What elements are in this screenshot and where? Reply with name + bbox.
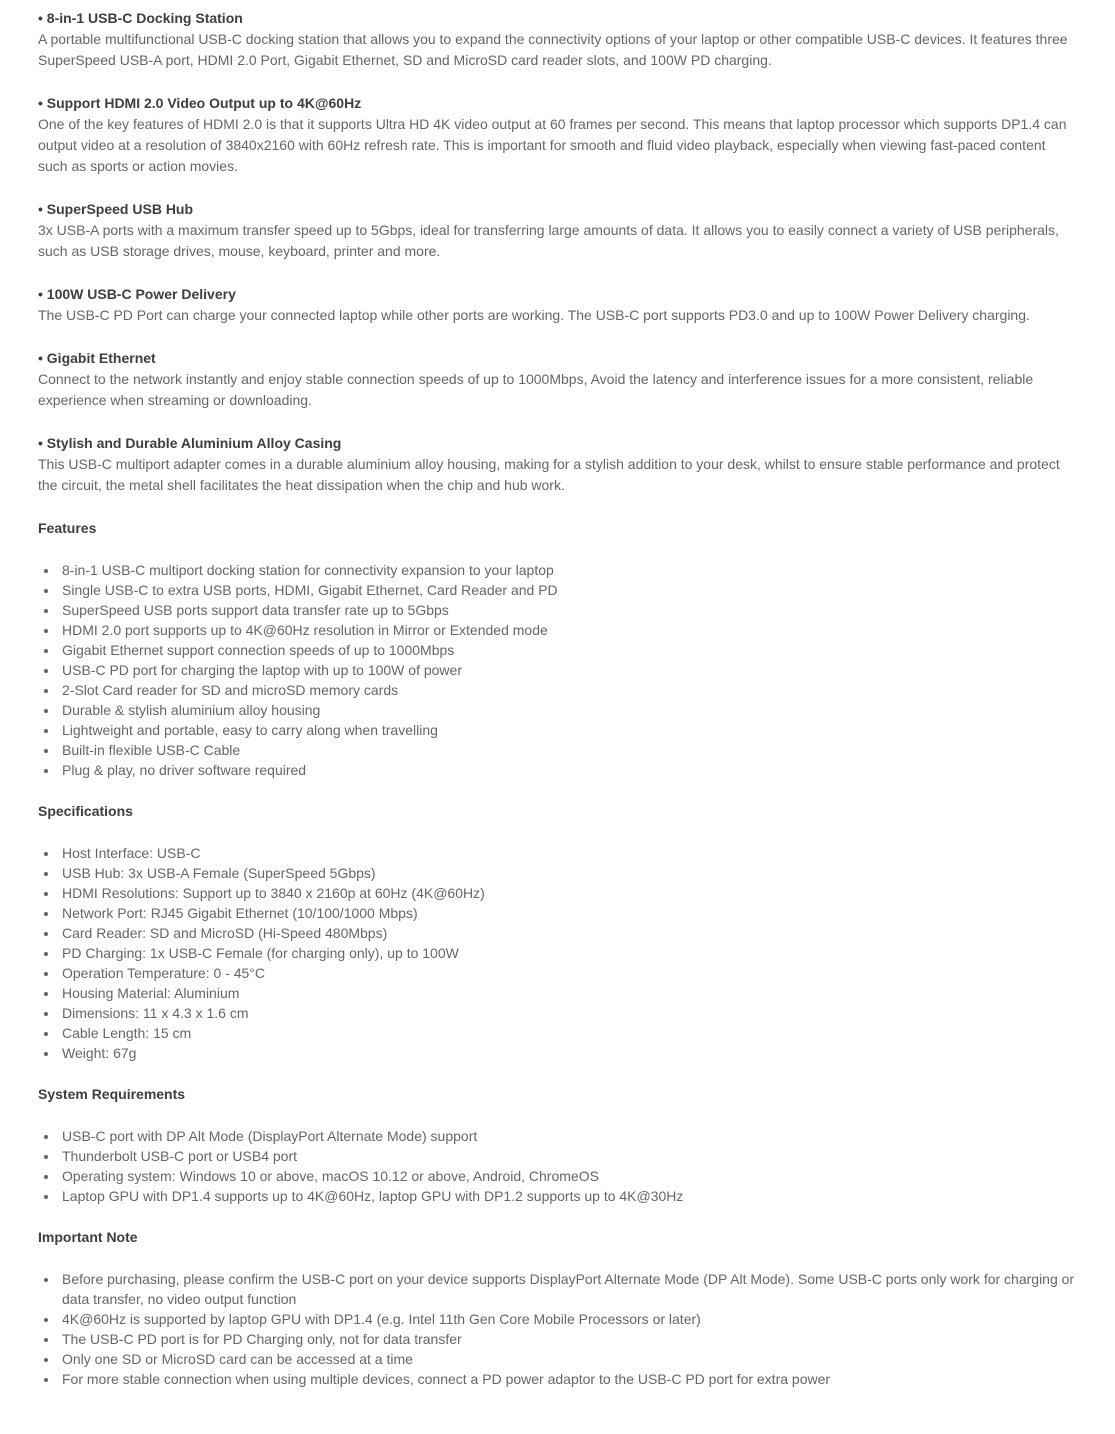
highlight-block — [38, 199, 1078, 262]
highlight-body: Connect to the network instantly and enjoy stable connection speeds of up to 1000Mbps, Avoid the latency and interference issues for a more consistent, reliable experience when streaming or downloading. — [38, 371, 1034, 408]
features-section — [38, 518, 1078, 780]
specifications-heading: Specifications — [38, 803, 133, 819]
list-item: • Built-in flexible USB-C Cable — [59, 740, 1078, 760]
list-item: • Before purchasing, please confirm the USB-C port on your device supports DisplayPort Alternate Mode (DP Alt Mode). Some USB-C ports only work for charging or data transfer, no video output function — [59, 1269, 1078, 1309]
highlight-block — [38, 8, 1078, 71]
list-item: • Laptop GPU with DP1.4 supports up to 4K@60Hz, laptop GPU with DP1.2 supports up to 4K@30Hz — [59, 1186, 1078, 1206]
important-note-heading: Important Note — [38, 1229, 138, 1245]
specifications-list — [38, 843, 1078, 1063]
highlight-title: • 8-in-1 USB-C Docking Station — [38, 10, 243, 26]
highlight-block — [38, 348, 1078, 411]
list-item: • Operation Temperature: 0 - 45°C — [59, 963, 1078, 983]
list-item: • USB Hub: 3x USB-A Female (SuperSpeed 5Gbps) — [59, 863, 1078, 883]
list-item: • The USB-C PD port is for PD Charging only, not for data transfer — [59, 1329, 1078, 1349]
highlight-title: • Support HDMI 2.0 Video Output up to 4K@60Hz — [38, 95, 362, 111]
list-item: • Dimensions: 11 x 4.3 x 1.6 cm — [59, 1003, 1078, 1023]
list-item: • Only one SD or MicroSD card can be accessed at a time — [59, 1349, 1078, 1369]
list-item: • Single USB-C to extra USB ports, HDMI, Gigabit Ethernet, Card Reader and PD — [59, 580, 1078, 600]
list-item: • Card Reader: SD and MicroSD (Hi-Speed 480Mbps) — [59, 923, 1078, 943]
product-highlights — [38, 8, 1078, 496]
highlight-title: • 100W USB-C Power Delivery — [38, 286, 236, 302]
list-item: • SuperSpeed USB ports support data transfer rate up to 5Gbps — [59, 600, 1078, 620]
highlight-title: • Gigabit Ethernet — [38, 350, 156, 366]
highlight-body: One of the key features of HDMI 2.0 is that it supports Ultra HD 4K video output at 60 frames per second. This means that laptop processor which supports DP1.4 can output video at a resolution of 3840x2160 with 60Hz refresh rate. This is important for smooth and fluid video playback, especially when viewing fast-paced content such as sports or action movies. — [38, 116, 1067, 174]
list-item: • HDMI Resolutions: Support up to 3840 x 2160p at 60Hz (4K@60Hz) — [59, 883, 1078, 903]
list-item: • Gigabit Ethernet support connection speeds of up to 1000Mbps — [59, 640, 1078, 660]
highlight-block — [38, 93, 1078, 177]
features-list — [38, 560, 1078, 780]
highlight-body: 3x USB-A ports with a maximum transfer speed up to 5Gbps, ideal for transferring large amounts of data. It allows you to easily connect a variety of USB peripherals, such as USB storage drives, mouse, keyboard, printer and more. — [38, 222, 1059, 259]
list-item: • Plug & play, no driver software required — [59, 760, 1078, 780]
highlight-title: • Stylish and Durable Aluminium Alloy Casing — [38, 435, 342, 451]
list-item: • Thunderbolt USB-C port or USB4 port — [59, 1146, 1078, 1166]
list-item: • Operating system: Windows 10 or above, macOS 10.12 or above, Android, ChromeOS — [59, 1166, 1078, 1186]
list-item: • For more stable connection when using multiple devices, connect a PD power adaptor to the USB-C PD port for extra power — [59, 1369, 1078, 1389]
list-item: • USB-C port with DP Alt Mode (DisplayPort Alternate Mode) support — [59, 1126, 1078, 1146]
features-heading: Features — [38, 520, 97, 536]
list-item: • HDMI 2.0 port supports up to 4K@60Hz resolution in Mirror or Extended mode — [59, 620, 1078, 640]
system-requirements-list — [38, 1126, 1078, 1206]
highlight-title: • SuperSpeed USB Hub — [38, 201, 194, 217]
list-item: • Durable & stylish aluminium alloy housing — [59, 700, 1078, 720]
important-note-list — [38, 1269, 1078, 1389]
list-item: • Host Interface: USB-C — [59, 843, 1078, 863]
list-item: • 4K@60Hz is supported by laptop GPU with DP1.4 (e.g. Intel 11th Gen Core Mobile Processors or later) — [59, 1309, 1078, 1329]
highlight-body: This USB-C multiport adapter comes in a durable aluminium alloy housing, making for a stylish addition to your desk, whilst to ensure stable performance and protect the circuit, the metal shell facilitates the heat dissipation when the chip and hub work. — [38, 456, 1060, 493]
highlight-block — [38, 433, 1078, 496]
list-item: • Weight: 67g — [59, 1043, 1078, 1063]
highlight-block — [38, 284, 1078, 326]
list-item: • PD Charging: 1x USB-C Female (for charging only), up to 100W — [59, 943, 1078, 963]
list-item: • 8-in-1 USB-C multiport docking station for connectivity expansion to your laptop — [59, 560, 1078, 580]
list-item: • Lightweight and portable, easy to carry along when travelling — [59, 720, 1078, 740]
system-requirements-heading: System Requirements — [38, 1086, 186, 1102]
list-item: • Network Port: RJ45 Gigabit Ethernet (10/100/1000 Mbps) — [59, 903, 1078, 923]
highlight-body: The USB-C PD Port can charge your connected laptop while other ports are working. The USB-C port supports PD3.0 and up to 100W Power Delivery charging. — [38, 307, 1030, 323]
important-note-section — [38, 1227, 1078, 1389]
list-item: • USB-C PD port for charging the laptop with up to 100W of power — [59, 660, 1078, 680]
list-item: • Housing Material: Aluminium — [59, 983, 1078, 1003]
system-requirements-section — [38, 1084, 1078, 1206]
highlight-body: A portable multifunctional USB-C docking station that allows you to expand the connectivity options of your laptop or other compatible USB-C devices. It features three SuperSpeed USB-A port, HDMI 2.0 Port, Gigabit Ethernet, SD and MicroSD card reader slots, and 100W PD charging. — [38, 31, 1068, 68]
list-item: • 2-Slot Card reader for SD and microSD memory cards — [59, 680, 1078, 700]
list-item: • Cable Length: 15 cm — [59, 1023, 1078, 1043]
specifications-section — [38, 801, 1078, 1063]
